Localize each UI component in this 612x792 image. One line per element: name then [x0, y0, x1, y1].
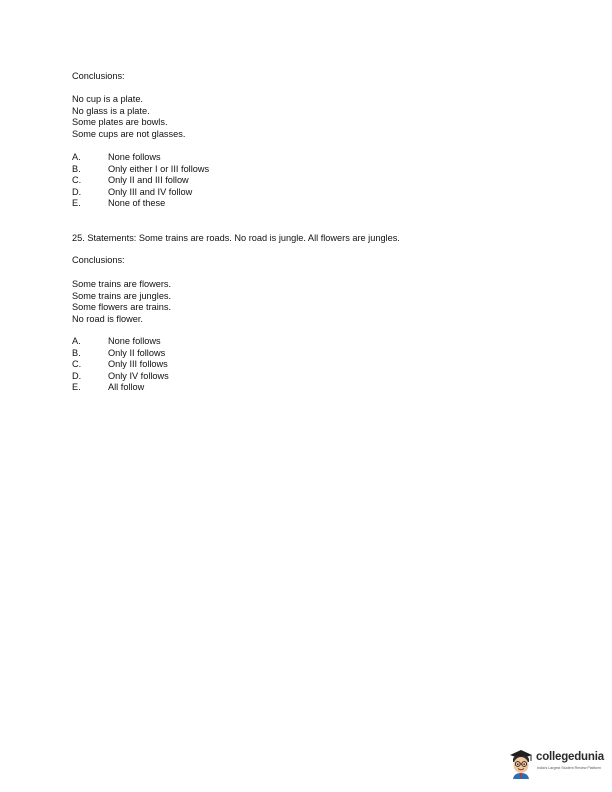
logo-wordmark: collegedunia	[536, 751, 604, 763]
option-text: Only either I or III follows	[108, 163, 210, 174]
conclusion-item: Some flowers are trains.	[72, 302, 172, 312]
q25-conclusions-heading	[72, 255, 125, 267]
graduate-mascot-icon	[508, 749, 534, 779]
option-text: None follows	[108, 336, 161, 346]
option-letter: C.	[72, 175, 82, 185]
option-letter: D.	[72, 186, 82, 197]
option-text: Only III follows	[108, 359, 168, 369]
option-text: Only II and III follow	[108, 175, 189, 185]
conclusions-heading: Conclusions:	[72, 71, 125, 81]
q25-statement	[72, 233, 400, 245]
conclusion-item: Some trains are flowers.	[72, 279, 172, 289]
option-letter: E.	[72, 198, 81, 208]
option-text: Only III and IV follow	[108, 186, 193, 197]
option-letter: C.	[72, 359, 82, 369]
conclusion-item: No glass is a plate.	[72, 105, 150, 116]
option-letter: D.	[72, 370, 82, 381]
conclusion-item: Some plates are bowls.	[72, 117, 168, 127]
option-text: None follows	[108, 152, 161, 162]
option-text: Only IV follows	[108, 370, 169, 381]
q24-conclusions-list	[72, 94, 185, 140]
option-letter: A.	[72, 152, 81, 162]
option-text: All follow	[108, 382, 145, 392]
question-statement: 25. Statements: Some trains are roads. No road is jungle. All flowers are jungles.	[72, 233, 400, 243]
option-letter: E.	[72, 382, 81, 392]
conclusion-item: No cup is a plate.	[72, 94, 143, 104]
q24-conclusions-heading	[72, 71, 125, 83]
conclusion-item: No road is flower.	[72, 313, 143, 324]
q25-conclusions-list	[72, 279, 171, 325]
conclusions-heading: Conclusions:	[72, 255, 125, 265]
conclusion-item: Some trains are jungles.	[72, 290, 172, 301]
option-letter: A.	[72, 336, 81, 346]
conclusion-item: Some cups are not glasses.	[72, 128, 186, 139]
option-text: None of these	[108, 198, 166, 208]
collegedunia-logo	[508, 749, 608, 779]
option-text: Only II follows	[108, 347, 166, 358]
option-letter: B.	[72, 347, 81, 358]
option-letter: B.	[72, 163, 81, 174]
logo-tagline: India's Largest Student Review Platform	[537, 766, 601, 770]
